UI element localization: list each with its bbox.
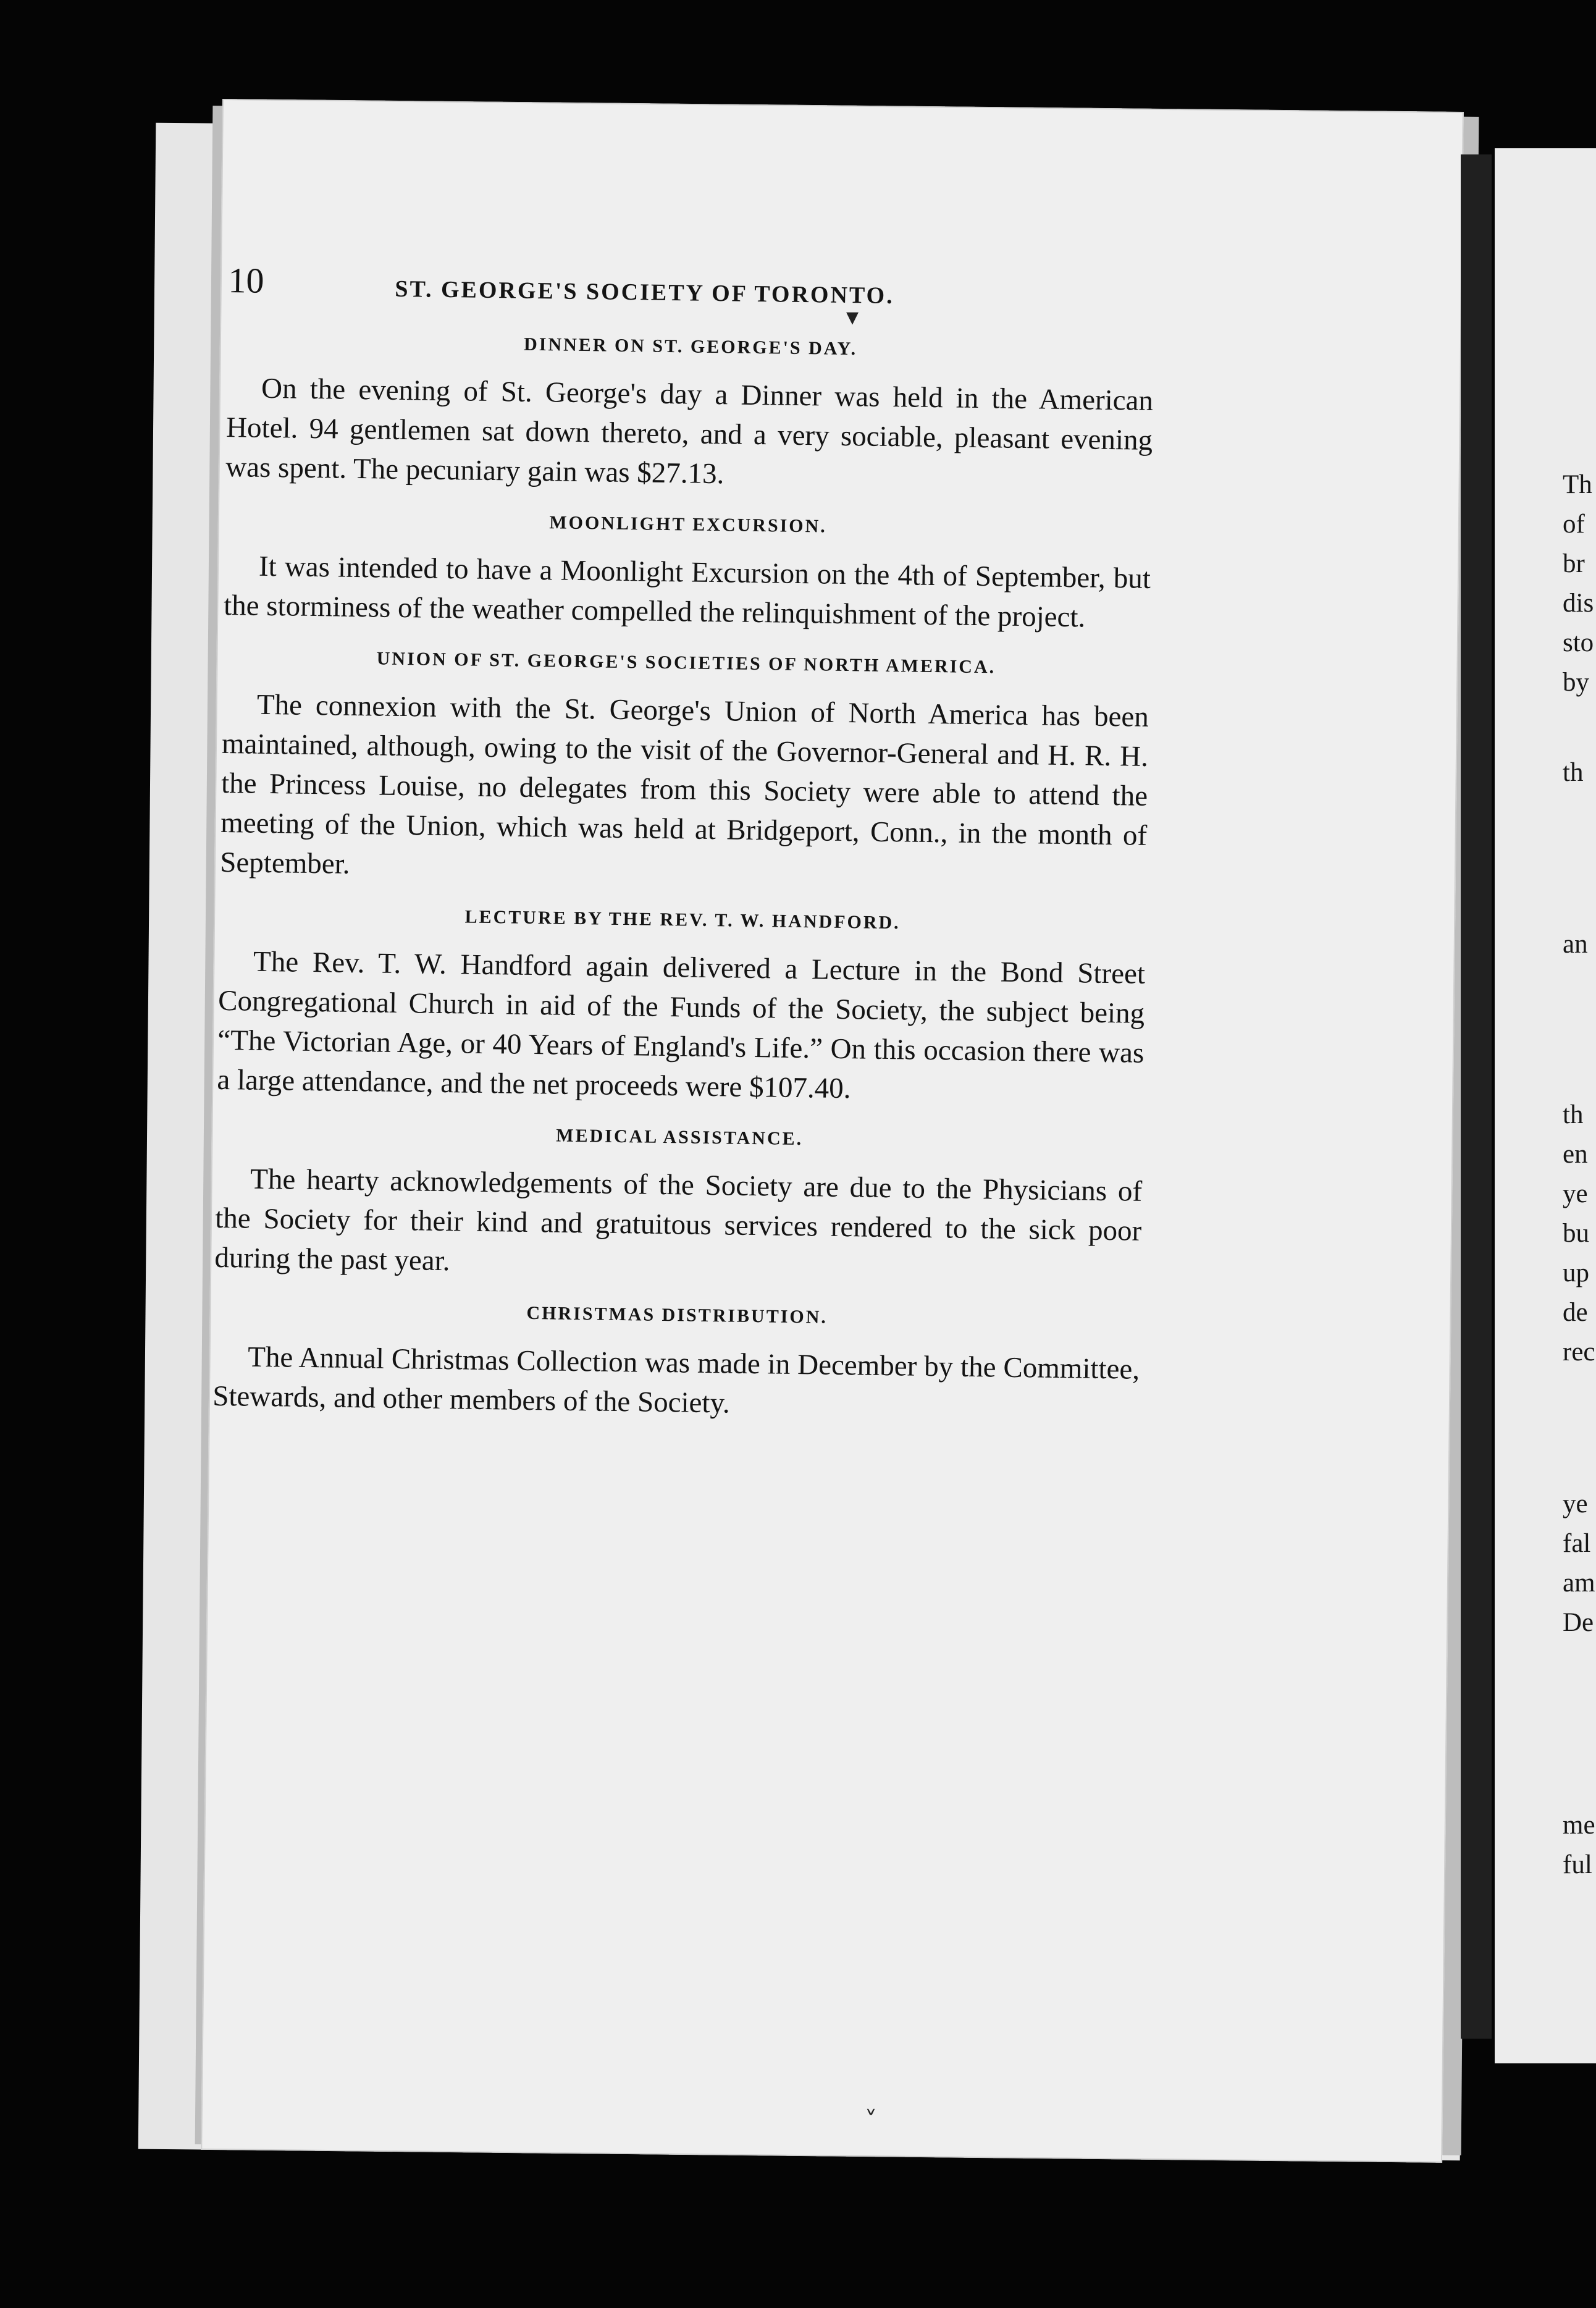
- section-body: The Annual Christmas Collection was made in December by the Committee, Stewards, and other members of the Society.: [212, 1341, 1140, 1420]
- section-moonlight-excursion: [224, 508, 1152, 638]
- facing-page-fragment: bu: [1563, 1219, 1589, 1248]
- facing-page-fragment: by: [1563, 668, 1589, 697]
- facing-page: [1495, 148, 1596, 2063]
- facing-page-fragment: Th: [1563, 470, 1592, 499]
- facing-page-fragment: de: [1563, 1298, 1588, 1327]
- facing-page-fragment: sto: [1563, 628, 1594, 657]
- facing-page-fragment: ye: [1563, 1179, 1588, 1208]
- facing-page-fragment: an: [1563, 930, 1588, 959]
- page-content: [212, 259, 1155, 1429]
- facing-page-fragment: th: [1563, 1100, 1584, 1129]
- facing-page-fragment: dis: [1563, 589, 1594, 618]
- facing-page-fragment: ye: [1563, 1489, 1588, 1518]
- section-medical-assistance: [214, 1121, 1143, 1291]
- section-body: The connexion with the St. George's Union of North America has been maintained, although, owing to the visit of the Governor-General and H. R. H. the Princess Louise, no delegates from this Society were able to attend the meeting of the Union, which was held at Bridgeport, Conn., in the month of September.: [220, 688, 1149, 880]
- section-heading: CHRISTMAS DISTRIBUTION.: [526, 1302, 828, 1328]
- section-heading: UNION OF ST. GEORGE'S SOCIETIES OF NORTH AMERICA.: [376, 648, 996, 678]
- facing-page-fragment: me: [1563, 1811, 1595, 1840]
- section-union: [220, 646, 1149, 895]
- ink-speck: ▾: [846, 303, 859, 331]
- section-heading: MEDICAL ASSISTANCE.: [556, 1125, 804, 1150]
- facing-page-fragment: en: [1563, 1140, 1588, 1169]
- facing-page-fragment: fal: [1563, 1529, 1591, 1558]
- facing-page-fragment: of: [1563, 510, 1585, 539]
- section-body: The hearty acknowledgements of the Society are due to the Physicians of the Society for their kind and gratuitous services rendered to the sick poor during the past year.: [214, 1163, 1143, 1278]
- facing-page-fragment: ful: [1563, 1850, 1592, 1879]
- section-heading: DINNER ON ST. GEORGE'S DAY.: [523, 334, 858, 360]
- facing-page-fragment: th: [1563, 758, 1584, 787]
- section-body: The Rev. T. W. Handford again delivered a Lecture in the Bond Street Congregational Church in aid of the Funds of the Society, the subject being “The Victorian Age, or 40 Years of England's Life.” On this occasion there was a large attendance, and the net proceeds were $107.40.: [217, 945, 1146, 1105]
- page-number: 10: [228, 259, 264, 301]
- facing-page-fragment: rec: [1563, 1337, 1595, 1367]
- section-dinner: [225, 330, 1154, 500]
- section-lecture: [217, 903, 1146, 1113]
- section-heading: MOONLIGHT EXCURSION.: [549, 512, 828, 537]
- facing-page-fragment: De: [1563, 1608, 1594, 1637]
- book-gutter: [1461, 154, 1492, 2039]
- ink-speck: ˅: [865, 2107, 877, 2135]
- section-body: On the evening of St. George's day a Dinner was held in the American Hotel. 94 gentlemen sat down thereto, and a very sociable, pleasant evening was spent. The pecuniary gain was $27.13.: [225, 372, 1154, 491]
- facing-page-fragment: up: [1563, 1258, 1589, 1287]
- facing-page-fragment: br: [1563, 549, 1585, 578]
- section-body: It was intended to have a Moonlight Excursion on the 4th of September, but the storminess of the weather compelled the relinquishment of the project.: [223, 550, 1151, 634]
- facing-page-fragment: am: [1563, 1569, 1595, 1598]
- section-heading: LECTURE BY THE REV. T. W. HANDFORD.: [464, 906, 901, 933]
- page-title: ST. GEORGE'S SOCIETY OF TORONTO.: [395, 276, 894, 310]
- section-christmas-distribution: [212, 1299, 1141, 1429]
